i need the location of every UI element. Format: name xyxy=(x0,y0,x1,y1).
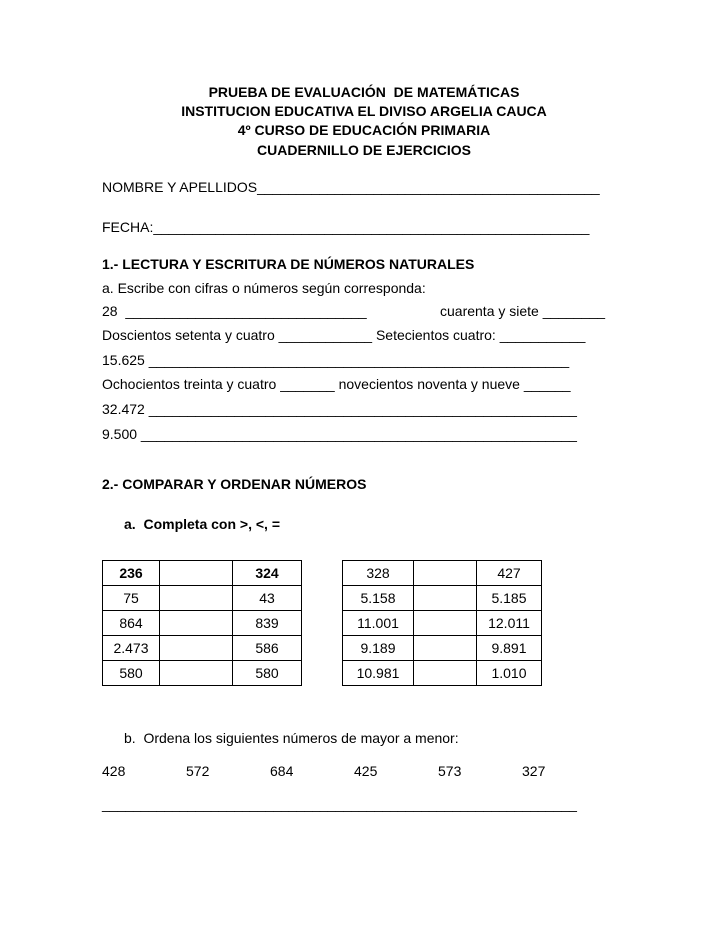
name-field[interactable]: NOMBRE Y APELLIDOS____________________________________________ xyxy=(102,179,600,195)
table-row xyxy=(103,611,302,636)
section2-sub-a: a. Completa con >, <, = xyxy=(124,516,280,532)
table-cell: 11.001 xyxy=(343,611,414,636)
table-cell: 12.011 xyxy=(477,611,542,636)
exercise-line-4[interactable]: Ochocientos treinta y cuatro _______ novecientos noventa y nueve ______ xyxy=(102,376,571,392)
table-row xyxy=(343,661,542,686)
table-cell: 586 xyxy=(233,636,302,661)
answer-cell[interactable] xyxy=(160,636,233,661)
exercise-line-6[interactable]: 9.500 ________________________________________________________ xyxy=(102,426,577,442)
order-number: 573 xyxy=(438,763,462,779)
exercise-line-5[interactable]: 32.472 _______________________________________________________ xyxy=(102,401,577,417)
header-school: INSTITUCION EDUCATIVA EL DIVISO ARGELIA CAUCA xyxy=(181,103,547,119)
answer-cell[interactable] xyxy=(414,586,477,611)
table-cell: 2.473 xyxy=(103,636,160,661)
answer-cell[interactable] xyxy=(414,636,477,661)
answer-cell[interactable] xyxy=(160,611,233,636)
table-row xyxy=(103,636,302,661)
table-cell: 9.891 xyxy=(477,636,542,661)
order-answer-line[interactable]: _____________________________________________________________ xyxy=(102,796,577,812)
table-cell: 427 xyxy=(477,561,542,586)
table-cell: 5.185 xyxy=(477,586,542,611)
date-field[interactable]: FECHA:________________________________________________________ xyxy=(102,219,590,235)
compare-table-left xyxy=(102,560,302,686)
section1-instruction: a. Escribe con cifras o números según corresponda: xyxy=(102,280,426,296)
table-cell: 839 xyxy=(233,611,302,636)
answer-cell[interactable] xyxy=(160,661,233,686)
order-number: 425 xyxy=(354,763,378,779)
table-cell: 864 xyxy=(103,611,160,636)
table-cell: 328 xyxy=(343,561,414,586)
table-row xyxy=(103,586,302,611)
table-row xyxy=(343,586,542,611)
exercise-line-1a[interactable]: 28 _______________________________ xyxy=(102,303,367,319)
table-cell: 580 xyxy=(233,661,302,686)
order-number: 327 xyxy=(522,763,546,779)
header-grade: 4º CURSO DE EDUCACIÓN PRIMARIA xyxy=(237,122,491,138)
exercise-line-1b[interactable]: cuarenta y siete ________ xyxy=(440,303,606,319)
header-booklet: CUADERNILLO DE EJERCICIOS xyxy=(257,142,471,158)
answer-cell[interactable] xyxy=(414,661,477,686)
answer-cell[interactable] xyxy=(160,586,233,611)
exercise-line-3[interactable]: 15.625 ______________________________________________________ xyxy=(102,352,570,368)
header-title: PRUEBA DE EVALUACIÓN DE MATEMÁTICAS xyxy=(208,84,520,100)
table-cell: 236 xyxy=(103,561,160,586)
table-row xyxy=(343,636,542,661)
table-row xyxy=(343,561,542,586)
section2-sub-b: b. Ordena los siguientes números de mayor a menor: xyxy=(124,730,459,746)
table-row xyxy=(103,561,302,586)
answer-cell[interactable] xyxy=(414,611,477,636)
table-cell: 580 xyxy=(103,661,160,686)
compare-table-right xyxy=(342,560,542,686)
table-cell: 75 xyxy=(103,586,160,611)
section2-title: 2.- COMPARAR Y ORDENAR NÚMEROS xyxy=(102,476,367,492)
order-number: 572 xyxy=(186,763,210,779)
table-cell: 9.189 xyxy=(343,636,414,661)
table-cell: 1.010 xyxy=(477,661,542,686)
table-cell: 324 xyxy=(233,561,302,586)
section1-title: 1.- LECTURA Y ESCRITURA DE NÚMEROS NATURALES xyxy=(102,256,475,272)
answer-cell[interactable] xyxy=(414,561,477,586)
exercise-line-2[interactable]: Doscientos setenta y cuatro ____________ Setecientos cuatro: ___________ xyxy=(102,327,586,343)
table-cell: 10.981 xyxy=(343,661,414,686)
order-number: 428 xyxy=(102,763,126,779)
table-cell: 5.158 xyxy=(343,586,414,611)
answer-cell[interactable] xyxy=(160,561,233,586)
table-cell: 43 xyxy=(233,586,302,611)
order-number: 684 xyxy=(270,763,294,779)
table-row xyxy=(103,661,302,686)
table-row xyxy=(343,611,542,636)
